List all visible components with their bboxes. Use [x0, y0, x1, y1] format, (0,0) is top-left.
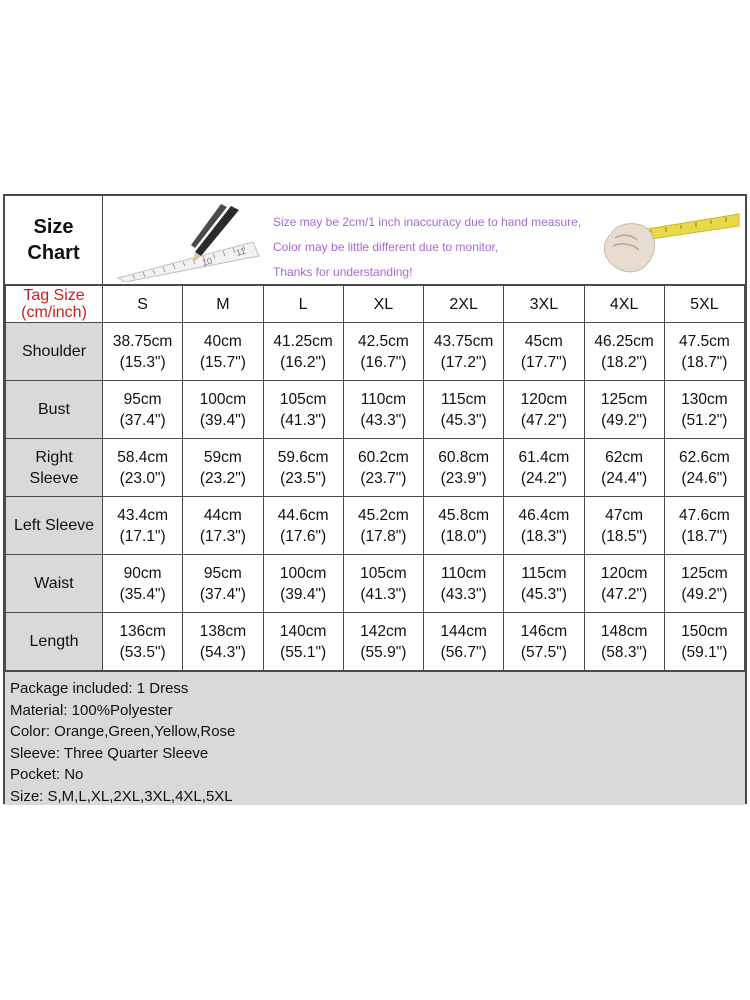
cell-inch: (56.7")	[440, 643, 487, 661]
tag-size-label	[6, 286, 103, 323]
cell-inch: (55.9")	[360, 643, 407, 661]
cell-cm: 45.8cm	[438, 506, 490, 524]
cell-cm: 62cm	[605, 448, 644, 466]
table-cell	[103, 439, 183, 497]
cell-cm: 45cm	[524, 332, 563, 350]
row-label: Bust	[6, 381, 103, 439]
cell-inch: (57.5")	[520, 643, 567, 661]
cell-cm: 120cm	[520, 390, 568, 408]
cell-cm: 150cm	[681, 622, 728, 640]
table-cell	[584, 323, 664, 381]
cell-cm: 47.5cm	[678, 332, 730, 350]
table-cell	[103, 323, 183, 381]
table-cell	[103, 381, 183, 439]
cell-inch: (43.3")	[440, 585, 487, 603]
cell-cm: 115cm	[521, 564, 567, 582]
table-cell	[424, 613, 504, 671]
cell-inch: (18.7")	[681, 353, 728, 371]
cell-inch: (23.9")	[440, 469, 487, 487]
cell-inch: (18.7")	[681, 527, 728, 545]
table-row-length	[6, 613, 745, 671]
table-cell	[343, 439, 423, 497]
table-cell	[584, 439, 664, 497]
cell-cm: 43.4cm	[117, 506, 169, 524]
size-header-row	[6, 286, 745, 323]
table-cell	[343, 613, 423, 671]
table-cell	[183, 381, 263, 439]
cell-inch: (39.4")	[280, 585, 327, 603]
cell-inch: (17.1")	[119, 527, 166, 545]
cell-cm: 62.6cm	[678, 448, 730, 466]
cell-inch: (23.5")	[280, 469, 327, 487]
info-pocket: Pocket: No	[10, 766, 84, 783]
cell-cm: 59.6cm	[277, 448, 329, 466]
cell-inch: (18.2")	[601, 353, 648, 371]
cell-cm: 60.8cm	[438, 448, 490, 466]
table-cell	[584, 497, 664, 555]
cell-inch: (49.2")	[681, 585, 728, 603]
notice-line-1: Size may be 2cm/1 inch inaccuracy due to hand measure,	[273, 215, 582, 229]
table-cell	[504, 613, 584, 671]
cell-cm: 90cm	[123, 564, 162, 582]
cell-cm: 46.4cm	[518, 506, 570, 524]
size-column-header: XL	[343, 286, 423, 323]
table-cell	[664, 613, 744, 671]
size-column-header: S	[103, 286, 183, 323]
row-label: Left Sleeve	[6, 497, 103, 555]
table-cell	[183, 497, 263, 555]
cell-inch: (18.5")	[601, 527, 648, 545]
cell-cm: 60.2cm	[357, 448, 409, 466]
cell-inch: (54.3")	[199, 643, 246, 661]
row-label: Length	[6, 613, 103, 671]
size-column-header: 2XL	[424, 286, 504, 323]
info-color: Color: Orange,Green,Yellow,Rose	[10, 723, 236, 740]
hand-measuring-tape-icon	[591, 204, 741, 276]
product-info	[5, 671, 745, 805]
cell-inch: (37.4")	[199, 585, 246, 603]
table-cell	[103, 613, 183, 671]
title-line-1: Size	[33, 216, 74, 238]
cell-cm: 47cm	[605, 506, 644, 524]
size-chart-title	[5, 196, 103, 284]
notice-text	[273, 210, 581, 284]
cell-cm: 95cm	[123, 390, 162, 408]
table-cell	[103, 497, 183, 555]
cell-cm: 41.25cm	[273, 332, 333, 350]
notice-line-2: Color may be little different due to monitor,	[273, 240, 499, 254]
ruler-mark-11: 11	[234, 245, 247, 258]
table-cell	[664, 381, 744, 439]
cell-inch: (23.2")	[199, 469, 246, 487]
table-cell	[263, 613, 343, 671]
chart-banner	[5, 196, 745, 285]
cell-cm: 46.25cm	[594, 332, 654, 350]
table-cell	[343, 497, 423, 555]
row-label-line-1: Right	[35, 448, 73, 466]
cell-inch: (45.3")	[440, 411, 487, 429]
size-table	[5, 285, 745, 671]
info-package: Package included: 1 Dress	[10, 680, 189, 697]
table-cell	[504, 323, 584, 381]
cell-cm: 42.5cm	[357, 332, 409, 350]
cell-cm: 43.75cm	[433, 332, 494, 350]
cell-inch: (35.4")	[119, 585, 166, 603]
cell-inch: (51.2")	[681, 411, 728, 429]
table-cell	[504, 497, 584, 555]
table-row-waist	[6, 555, 745, 613]
notice-line-3: Thanks for understanding!	[273, 265, 413, 279]
cell-cm: 105cm	[360, 564, 407, 582]
cell-cm: 45.2cm	[357, 506, 409, 524]
table-cell	[664, 439, 744, 497]
cell-inch: (49.2")	[601, 411, 648, 429]
cell-inch: (23.7")	[360, 469, 407, 487]
cell-inch: (16.2")	[280, 353, 327, 371]
cell-inch: (41.3")	[360, 585, 407, 603]
cell-cm: 58.4cm	[117, 448, 169, 466]
row-label: Shoulder	[6, 323, 103, 381]
tag-size-line-1: Tag Size	[23, 287, 85, 304]
cell-cm: 40cm	[203, 332, 242, 350]
table-cell	[504, 439, 584, 497]
table-cell	[263, 497, 343, 555]
table-cell	[424, 497, 504, 555]
cell-cm: 142cm	[360, 622, 407, 640]
table-row-right-sleeve	[6, 439, 745, 497]
cell-inch: (17.6")	[280, 527, 327, 545]
size-column-header: 5XL	[664, 286, 744, 323]
table-row-left-sleeve	[6, 497, 745, 555]
cell-cm: 140cm	[279, 622, 327, 640]
table-cell	[343, 381, 423, 439]
cell-cm: 44.6cm	[277, 506, 329, 524]
cell-cm: 125cm	[681, 564, 728, 582]
cell-cm: 38.75cm	[112, 332, 173, 350]
cell-cm: 138cm	[199, 622, 247, 640]
size-column-header: 3XL	[504, 286, 584, 323]
cell-cm: 136cm	[119, 622, 166, 640]
cell-inch: (55.1")	[280, 643, 327, 661]
table-cell	[183, 555, 263, 613]
cell-inch: (47.2")	[520, 411, 567, 429]
cell-inch: (59.1")	[681, 643, 728, 661]
cell-inch: (58.3")	[601, 643, 648, 661]
cell-cm: 61.4cm	[518, 448, 570, 466]
cell-cm: 100cm	[279, 564, 327, 582]
cell-cm: 148cm	[600, 622, 648, 640]
cell-cm: 115cm	[440, 390, 487, 408]
table-cell	[263, 323, 343, 381]
cell-cm: 120cm	[600, 564, 648, 582]
cell-cm: 110cm	[360, 390, 407, 408]
table-cell	[424, 555, 504, 613]
info-material: Material: 100%Polyester	[10, 701, 173, 719]
table-cell	[263, 381, 343, 439]
cell-cm: 110cm	[440, 564, 487, 582]
title-line-2: Chart	[27, 242, 80, 264]
table-cell	[183, 613, 263, 671]
cell-cm: 146cm	[520, 622, 568, 640]
cell-inch: (17.8")	[360, 527, 407, 545]
cell-cm: 105cm	[279, 390, 327, 408]
table-cell	[263, 555, 343, 613]
cell-cm: 95cm	[203, 564, 242, 582]
size-chart	[3, 194, 747, 804]
cell-inch: (24.4")	[601, 469, 648, 487]
table-cell	[183, 323, 263, 381]
table-cell	[424, 439, 504, 497]
cell-cm: 44cm	[203, 506, 242, 524]
info-size: Size: S,M,L,XL,2XL,3XL,4XL,5XL	[10, 787, 233, 805]
table-cell	[343, 555, 423, 613]
table-cell	[504, 555, 584, 613]
size-column-header: L	[263, 286, 343, 323]
table-row-bust	[6, 381, 745, 439]
table-cell	[183, 439, 263, 497]
cell-inch: (41.3")	[280, 411, 327, 429]
cell-inch: (45.3")	[520, 585, 567, 603]
cell-inch: (24.6")	[681, 469, 728, 487]
table-cell	[584, 381, 664, 439]
cell-inch: (17.3")	[199, 527, 246, 545]
row-label: Waist	[6, 555, 103, 613]
cell-cm: 130cm	[681, 390, 728, 408]
row-label-line-2: Sleeve	[29, 469, 79, 487]
cell-inch: (17.7")	[520, 353, 567, 371]
ruler-mark-10: 10	[200, 255, 214, 268]
cell-inch: (16.7")	[360, 353, 407, 371]
cell-inch: (18.0")	[440, 527, 487, 545]
table-cell	[664, 555, 744, 613]
size-column-header: 4XL	[584, 286, 664, 323]
table-cell	[584, 613, 664, 671]
table-cell	[504, 381, 584, 439]
cell-inch: (53.5")	[119, 643, 166, 661]
cell-inch: (23.0")	[119, 469, 166, 487]
cell-inch: (18.3")	[520, 527, 567, 545]
info-sleeve: Sleeve: Three Quarter Sleeve	[10, 744, 209, 762]
cell-inch: (17.2")	[440, 353, 487, 371]
table-cell	[584, 555, 664, 613]
cell-inch: (47.2")	[601, 585, 648, 603]
table-cell	[664, 323, 744, 381]
cell-inch: (24.2")	[520, 469, 567, 487]
tag-size-line-2: (cm/inch)	[21, 304, 87, 321]
cell-cm: 144cm	[440, 622, 487, 640]
table-row-shoulder	[6, 323, 745, 381]
table-cell	[263, 439, 343, 497]
table-cell	[424, 381, 504, 439]
cell-cm: 125cm	[600, 390, 648, 408]
pen-ruler-icon	[113, 198, 263, 282]
table-cell	[343, 323, 423, 381]
cell-inch: (43.3")	[360, 411, 407, 429]
cell-cm: 59cm	[203, 448, 242, 466]
row-label	[6, 439, 103, 497]
size-column-header: M	[183, 286, 263, 323]
cell-cm: 47.6cm	[678, 506, 730, 524]
cell-inch: (39.4")	[199, 411, 246, 429]
notice-cell	[103, 196, 745, 284]
table-cell	[424, 323, 504, 381]
cell-inch: (15.7")	[199, 353, 246, 371]
table-cell	[103, 555, 183, 613]
table-cell	[664, 497, 744, 555]
cell-inch: (15.3")	[119, 353, 166, 371]
cell-cm: 100cm	[199, 390, 247, 408]
cell-inch: (37.4")	[119, 411, 166, 429]
